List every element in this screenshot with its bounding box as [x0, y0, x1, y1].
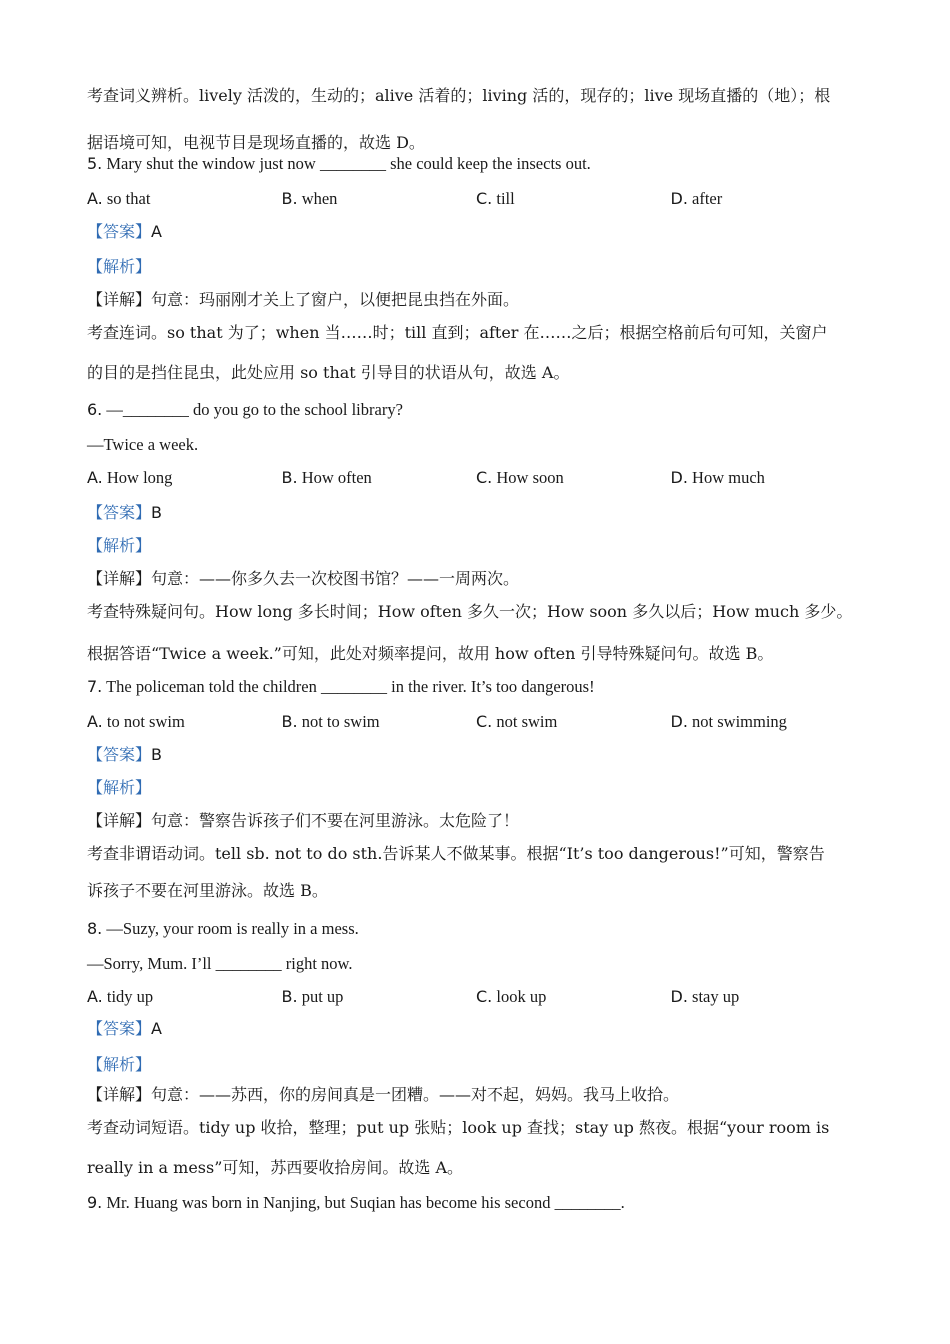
explanation-line: 考查特殊疑问句。How long 多长时间；How often 多久一次；How soon 多久以后；How much 多少。 [87, 601, 853, 621]
detail-line: 【详解】句意：玛丽刚才关上了窗户，以便把昆虫挡在外面。 [87, 290, 520, 310]
option-d: D. stay up [670, 986, 740, 1006]
explanation-line: 据语境可知，电视节目是现场直播的，故选 D。 [87, 132, 425, 152]
option-c: C. look up [476, 986, 547, 1006]
analysis-label: 【解析】 [87, 1054, 152, 1074]
options-row [87, 987, 865, 1007]
explanation-line: 考查动词短语。tidy up 收拾，整理；put up 张贴；look up 查找；stay up 熬夜。根据“your room is [87, 1117, 830, 1137]
answer-line: 【答案】B [87, 745, 162, 764]
option-a: A. How long [87, 468, 173, 488]
explanation-line: really in a mess”可知，苏西要收拾房间。故选 A。 [87, 1157, 464, 1177]
detail-line: 【详解】句意：警察告诉孩子们不要在河里游泳。太危险了！ [87, 810, 520, 830]
explanation-line: 根据答语“Twice a week.”可知，此处对频率提问，故用 how often 引导特殊疑问句。故选 B。 [87, 644, 774, 664]
question-9: 9. Mr. Huang was born in Nanjing, but Suqian has become his second ________. [87, 1192, 625, 1212]
option-a: A. tidy up [87, 986, 154, 1006]
option-a: A. to not swim [87, 712, 185, 732]
option-d: D. not swimming [670, 712, 787, 732]
explanation-line: 考查非谓语动词。tell sb. not to do sth.告诉某人不做某事。根据“It’s too dangerous!”可知，警察告 [87, 843, 825, 863]
option-d: D. How much [670, 468, 765, 488]
option-b: B. when [281, 189, 338, 209]
question-stem: 7. The policeman told the children ________ in the river. It’s too dangerous! [87, 677, 595, 696]
answer-line: 【答案】A [87, 1019, 162, 1039]
option-d: D. after [670, 189, 723, 209]
question-stem: 8. —Suzy, your room is really in a mess. [87, 918, 359, 938]
explanation-line: 诉孩子不要在河里游泳。故选 B。 [87, 881, 328, 901]
option-b: B. not to swim [281, 712, 380, 732]
explanation-line: 考查连词。so that 为了；when 当……时；till 直到；after 在……之后；根据空格前后句可知，关窗户 [87, 322, 828, 342]
option-b: B. How often [281, 468, 372, 488]
detail-line: 【详解】句意：——你多久去一次校图书馆？——一周两次。 [87, 569, 520, 589]
options-row [87, 712, 865, 732]
options-row [87, 468, 865, 488]
options-row [87, 189, 865, 209]
option-b: B. put up [281, 986, 344, 1006]
analysis-label: 【解析】 [87, 536, 152, 556]
analysis-label: 【解析】 [87, 257, 152, 277]
answer-line: 【答案】A [87, 222, 162, 242]
option-c: C. not swim [476, 712, 558, 732]
question-stem: 6. —________ do you go to the school library? [87, 400, 403, 420]
detail-line: 【详解】句意：——苏西，你的房间真是一团糟。——对不起，妈妈。我马上收拾。 [87, 1085, 680, 1105]
option-c: C. How soon [476, 468, 564, 488]
question-stem-reply: —Sorry, Mum. I’ll ________ right now. [87, 953, 353, 973]
analysis-label: 【解析】 [87, 777, 152, 797]
answer-line: 【答案】B [87, 503, 162, 523]
option-a: A. so that [87, 189, 151, 209]
option-c: C. till [476, 189, 515, 209]
explanation-line: 的目的是挡住昆虫，此处应用 so that 引导目的状语从句，故选 A。 [87, 362, 570, 382]
question-stem: 5. Mary shut the window just now ________ she could keep the insects out. [87, 154, 591, 174]
question-stem-reply: —Twice a week. [87, 435, 199, 455]
explanation-line: 考查词义辨析。lively 活泼的，生动的；alive 活着的；living 活的，现存的；live 现场直播的（地）；根 [87, 86, 831, 106]
